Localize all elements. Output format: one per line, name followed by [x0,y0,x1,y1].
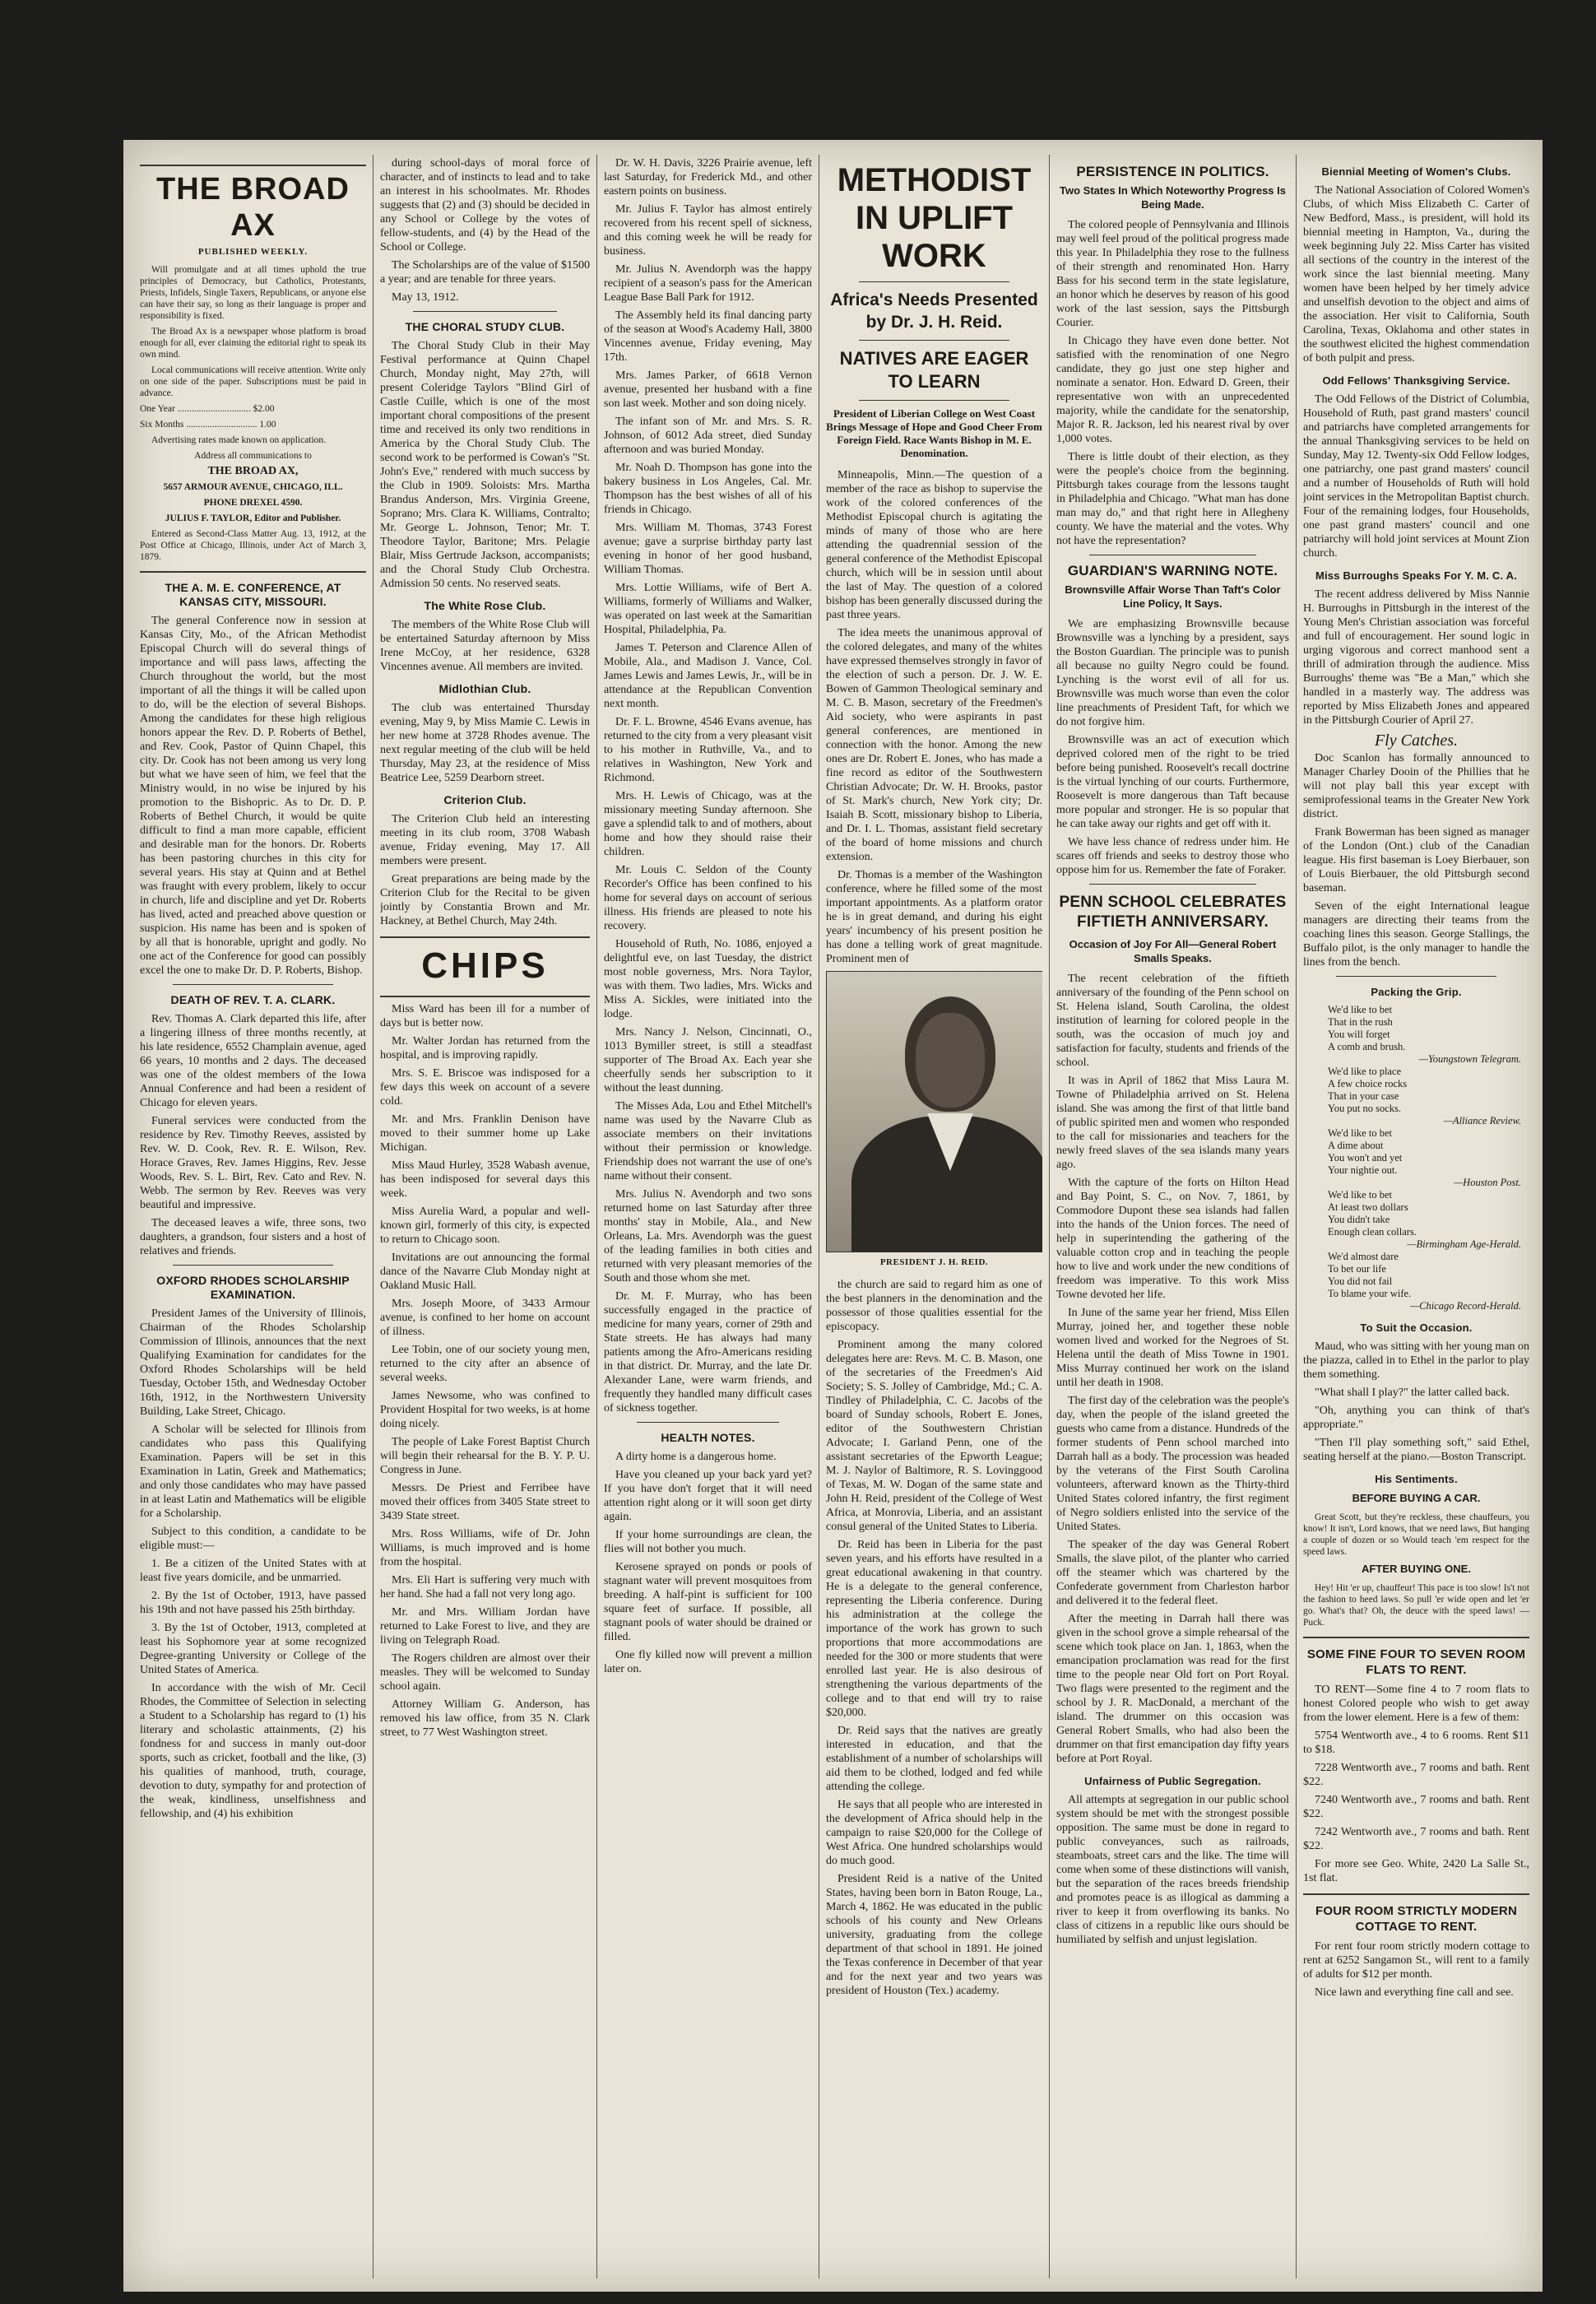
headline: OXFORD RHODES SCHOLARSHIP EXAMINATION. [156,1274,350,1301]
news-item: Dr. F. L. Browne, 4546 Evans avenue, has returned to the city from a very pleasant visit to his mother in Ruthville, Va., and to relatives in Washington, New York and Richmond. [604,716,812,784]
headline: Packing the Grip. [1371,986,1462,998]
chips-item: Miss Aurelia Ward, a popular and well-known girl, formerly of this city, is expected to return to Chicago soon. [380,1205,590,1246]
poem-line: That in the rush [1328,1016,1393,1028]
poem-source: —Birmingham Age-Herald. [1407,1238,1521,1250]
article-paragraph: 3. By the 1st of October, 1913, completed at least his Sophomore year at some recognized Degree-granting University or College of the United States of America. [140,1622,366,1676]
headline: To Suit the Occasion. [1360,1322,1473,1334]
chips-item: Mrs. Ross Williams, wife of Dr. John Williams, is much improved and is home from the hospital. [380,1528,590,1568]
article-paragraph: Doc Scanlon has formally announced to Manager Charley Dooin of the Phillies that he will not play ball this year except with semiprofessional teams in the Greater New York district. [1303,752,1529,820]
chips-item: Mr. Walter Jordan has returned from the hospital, and is improving rapidly. [380,1035,590,1061]
headline: Midlothian Club. [438,682,531,695]
article-paragraph: The idea meets the unanimous approval of the colored delegates, and many of the whites have expressed themselves strongly in favor of the election of such a person. Dr. J. W. E. Bowen of Gammon Theological seminary and M. C. B. Mason, secretary of the Freedmen's Aid society, who were aspirants in past general conferences, are mentioned in connection with the honor. Among the new ones are Dr. Robert E. Jones, who has made a fine record as editor of the Southwestern Christian Advocate; Dr. W. H. Brooks, pastor of St. Mark's church, New York city; Dr. Isaiah B. Scott, missionary bishop to Liberia, and Dr. I. L. Thomas, assistant field secretary of the board of home missions and church extension. [826,627,1042,863]
ad-text: 7242 Wentworth ave., 7 rooms and bath. Rent $22. [1303,1826,1529,1852]
poem-source: —Youngstown Telegram. [1418,1053,1521,1065]
verse: Hey! Hit 'er up, chauffeur! This pace is too slow! Is't not the fashion to heed laws. So pull 'er wide open and let 'er go. What's that? Oh, the deuce with the speed laws! —Puck. [1303,1583,1529,1628]
advertising-rates: Advertising rates made known on application. [151,435,327,445]
poem-line: Your nightie out. [1328,1164,1398,1176]
article-paragraph: The recent celebration of the fiftieth anniversary of the founding of the Penn school on St. Helena island, South Carolina, the oldest institution of learning for colored people in the south, was the occasion of much joy and satisfaction for faculty, students and friends of the school. [1056,973,1289,1069]
headline: PENN SCHOOL CELEBRATES FIFTIETH ANNIVERSARY. [1059,894,1287,931]
news-item: Mr. Julius F. Taylor has almost entirely recovered from his recent spell of sickness, and this coming week he will be ready for business. [604,203,812,258]
portrait-photo [826,971,1042,1252]
poem-line: We'd like to place [1328,1066,1402,1077]
headline: His Sentiments. [1375,1473,1458,1485]
article-paragraph: President James of the University of Illinois, Chairman of the Rhodes Scholarship Commission of Illinois, announces that the next Qualifying Examination for candidates for the Oxford Rhodes Scholarships will be held Tuesday, October 15th, and Wednesday October 16th, 1912, in the Northwestern University Building, Lake Street, Chicago. [140,1308,366,1418]
article-paragraph: The first day of the celebration was the people's day, when the people of the island greeted the guests who came from a distance. Hundreds of the former students of Penn school marched into Darrah hall as a body. The procession was headed by the veterans of the First South Carolina volunteers, afterward known as the Thirty-third United States colored infantry, the first regiment of Negro soldiers enlisted into the service of the United States. [1056,1395,1289,1533]
divider [1303,1637,1529,1638]
headline: GUARDIAN'S WARNING NOTE. [1067,563,1278,578]
poem-line: You will forget [1328,1029,1390,1040]
article-paragraph: Dr. Reid says that the natives are greatly interested in education, and that the establishment of a number of scholarships will aid them to be clothed, lodged and fed while attending the college. [826,1725,1042,1793]
headline: PERSISTENCE IN POLITICS. [1076,164,1269,179]
masthead [140,165,366,573]
poem-line: You didn't take [1328,1214,1390,1225]
ad-text: 7240 Wentworth ave., 7 rooms and bath. Rent $22. [1303,1794,1529,1820]
article-deck: President of Liberian College on West Coast Brings Message of Hope and Good Cheer From Foreign Field. Race Wants Bishop in M. E. Denomination. [826,407,1042,459]
poem-source: —Houston Post. [1454,1177,1521,1188]
divider [380,936,590,938]
health-note: Have you cleaned up your back yard yet? If you have don't forget that it will need attention right along or it will soon get dirty again. [604,1469,812,1523]
news-item: Mr. Noah D. Thompson has gone into the bakery business in Los Angeles, Cal. Mr. Thompson has the best wishes of all of his friends in Chicago. [604,462,812,516]
poem-line: Enough clean collars. [1328,1226,1417,1238]
poem-line: That in your case [1328,1090,1399,1102]
news-item: James T. Peterson and Clarence Allen of Mobile, Ala., and Madison J. Vance, Col. James Lewis and James Lewis, Jr., will be in attendance at the Republican Convention next month. [604,642,812,710]
news-item: Mrs. Nancy J. Nelson, Cincinnati, O., 1013 Bymiller street, is still a steadfast supporter of The Broad Ax. Each year she cheerfully sends her subscription to it without the least dunning. [604,1026,812,1094]
divider [140,571,366,573]
divider [413,311,557,312]
ad-text: 7228 Wentworth ave., 7 rooms and bath. Rent $22. [1303,1762,1529,1788]
article-paragraph: The club was entertained Thursday evening, May 9, by Miss Mamie C. Lewis in her new home at 3728 Rhodes avenue. The next regular meeting of the club will be held Thursday, May 23, at the residence of Miss Beatrice Lee, 5259 Dearborn street. [380,702,590,784]
news-item: The Misses Ada, Lou and Ethel Mitchell's name was used by the Navarre Club as associate members on their invitations without their permission or knowledge. Friendship does not warrant the use of one's name without their consent. [604,1100,812,1182]
sub-headline: Two States In Which Noteworthy Progress Is Being Made. [1060,184,1286,211]
article-paragraph: In June of the same year her friend, Miss Ellen Murray, joined her, and together these noble women lived and worked for the Negroes of St. Helena until the death of Miss Towne in 1901. Miss Murray continued her work on the island until her death in 1908. [1056,1307,1289,1389]
chips-item: The people of Lake Forest Baptist Church will begin their rehearsal for the B. Y. P. U. Congress in June. [380,1436,590,1476]
poem-line: We'd almost dare [1328,1251,1399,1262]
divider [1089,884,1256,885]
poem [1328,1004,1529,1312]
portrait-face [916,1013,985,1108]
headline: Criterion Club. [443,793,527,806]
newspaper-page [123,140,1543,2292]
article-paragraph: Frank Bowerman has been signed as manager of the London (Ont.) club of the Canadian league. His first baseman is Loey Bierbauer, son of Louis Bierbauer, the old Pittsburgh second baseman. [1303,826,1529,894]
headline: Unfairness of Public Segregation. [1084,1775,1261,1787]
masthead-communications: Local communications will receive attention. Write only on one side of the paper. Subscriptions must be paid in advance. [140,365,366,398]
article-paragraph: Subject to this condition, a candidate to be eligible must:— [140,1526,366,1552]
news-item: Mrs. William M. Thomas, 3743 Forest avenue; gave a surprise birthday party last evening in honor of her good husband, William Thomas. [604,522,812,576]
news-item: Mrs. Julius N. Avendorph and two sons returned home on last Saturday after three months' stay in Mobile, Ala., and New Orleans, La. Mrs. Avendorph was the guest of the leading families in both cities and returned with very pleasant memories of the South and those whom she met. [604,1188,812,1284]
headline: The White Rose Club. [424,599,546,612]
article-paragraph: "Oh, anything you can think of that's appropriate." [1303,1405,1529,1431]
article-paragraph: The recent address delivered by Miss Nannie H. Burroughs in Pittsburgh in the interest of the Young Men's Christian association was forceful and full of encouragement. Her sound logic in urging vigorous and correct manhood sent a thrill of admiration through the audience. Miss Burroughs' theme was "Be a Man," which she handled in a masterly way. The address was reported by Miss Elizabeth Jones and appeared in the Pittsburgh Courier of April 27. [1303,588,1529,727]
news-item: Mr. Julius N. Avendorph was the happy recipient of a season's pass for the American League Base Ball Park for 1912. [604,263,812,304]
address-name: THE BROAD AX, [207,465,299,477]
article-paragraph: Prominent among the many colored delegates here are: Revs. M. C. B. Mason, one of the secretaries of the Freedmen's Aid Society; S. S. Jolley of Cambridge, Md.; C. A. Tindley of Philadelphia, C. C. Jacobs of the board of Sunday schools, Robert E. Jones, editor of the Southwestern Christian Advocate; I. Garland Penn, one of the assistant secretaries of the Epworth League; M. J. Naylor of Baltimore, R. S. Lovinggood of Texas, M. W. Dogan of the same state and John H. Reid, president of the College of West Africa, at Monrovia, Liberia, and an assistant consul general of the United States to Liberia. [826,1339,1042,1533]
sub-headline: Brownsville Affair Worse Than Taft's Color Line Policy, It Says. [1065,583,1281,610]
photo-caption: PRESIDENT J. H. REID. [879,1257,989,1267]
poem-line: You put no socks. [1328,1103,1402,1114]
column-4 [826,156,1042,2279]
article-paragraph: Rev. Thomas A. Clark departed this life, after a lingering illness of three months recently, at his late residence, 6552 Champlain avenue, aged 66 years, 10 months and 2 days. The deceased was one of the oldest members of the Iowa Annual Conference and had been a resident of Chicago for eleven years. [140,1013,366,1109]
article-paragraph: Maud, who was sitting with her young man on the piazza, called in to Ethel in the parlor to play them something. [1303,1340,1529,1381]
rate-one-year: One Year ............................... $2.00 [140,404,275,414]
headline: DEATH OF REV. T. A. CLARK. [170,993,336,1006]
article-paragraph: We have less chance of redress under him. He scares off friends and seeks to destroy those who oppose him for us. Remember the fate of Foraker. [1056,836,1289,876]
divider [859,281,1009,282]
article-paragraph: In Chicago they have even done better. Not satisfied with the renomination of one Negro candidate, they go just one step higher and nominate a senator. Hon. Edward D. Green, their representative won with an unprecedented majority, while the candidate for the senatorship, Major R. R. Jackson, led his nearest rival by over 1,000 votes. [1056,335,1289,445]
news-item: Mr. Louis C. Seldon of the County Recorder's Office has been confined to his home for several days on account of serious illness. His friends are pleased to note his recovery. [604,864,812,932]
headline: Odd Fellows' Thanksgiving Service. [1322,374,1510,387]
article-paragraph: 2. By the 1st of October, 1913, have passed his 19th and not have passed his 25th birthday. [140,1590,366,1616]
ad-text: TO RENT—Some fine 4 to 7 room flats to honest Colored people who wish to get away from the lower element. Here is a few of them: [1303,1684,1529,1724]
address-street: 5657 ARMOUR AVENUE, CHICAGO, ILL. [163,482,343,492]
news-item: The infant son of Mr. and Mrs. S. R. Johnson, of 6012 Ada street, died Sunday afternoon and was buried Monday. [604,416,812,456]
sub-headline: Africa's Needs Presented by Dr. J. H. Reid. [830,290,1038,332]
column-3 [604,156,812,2279]
news-item: Mrs. Lottie Williams, wife of Bert A. Williams, formerly of Williams and Walker, was operated on last week at the Samaritian Hospital, Philadelphia, Pa. [604,582,812,636]
article-paragraph: He says that all people who are interested in the development of Africa should help in the campaign to raise $20,000 for the College of West Africa. One hundred scholarships would do much good. [826,1799,1042,1867]
headline: Biennial Meeting of Women's Clubs. [1321,165,1511,178]
article-paragraph: The general Conference now in session at Kansas City, Mo., of the African Methodist Episcopal Church will do several things of importance and will pass laws, affecting the Church throughout the world, but the most important of all the things it will be called upon to do, will be the election of several Bishops. Among the candidates for these high religious honors appear the Rev. D. P. Roberts of Bethel, and Rev. Cook, Pastor of Quinn Chapel, this city. Dr. Cook has not been among us very long but what we have seen of him, we feel that the Ministry would, in no wise be injured by his promotion to the Bishopric. As to Dr. D. P. Roberts of Bethel Church, it would be quite difficult to find a man more capable, efficient and desirable man for the honors. Dr. Roberts has been pastoring churches in this city for several years. His stay at Quinn and at Bethel was fraught with every problem, likely to occur in church, life and discipline and yet Dr. Roberts has lived, acted and preached above question or suspicion. His name has been and is spoken of by all that is honorable, upright and godly. No one act of the Conference for good can possibly excel the one to make Dr. D. P. Roberts, Bishop. [140,615,366,977]
ad-text: 5754 Wentworth ave., 4 to 6 rooms. Rent $11 to $18. [1303,1730,1529,1756]
news-item: Dr. W. H. Davis, 3226 Prairie avenue, left last Saturday, for Frederick Md., and other eastern points on business. [604,157,812,197]
column-rule [596,155,597,2278]
ad-text: For rent four room strictly modern cottage to rent at 6252 Sangamon St., will rent to a family of adults for $12 per month. [1303,1940,1529,1981]
chips-item: Attorney William G. Anderson, has removed his law office, from 35 N. Clark street, to 77 West Washington street. [380,1698,590,1739]
address-line: Address all communications to [194,451,312,461]
article-paragraph: The Criterion Club held an interesting meeting in its club room, 3708 Wabash avenue, Friday evening, May 17. All members were present. [380,813,590,867]
poem-line: A comb and brush. [1328,1041,1406,1052]
article-paragraph: The colored people of Pennsylvania and Illinois may well feel proud of the political progress made this year. In Philadelphia they rose to the fullness of their strength and renominated Hon. Harry Bass for his second term in the state legislature, an honor which he deserves by reason of his good work of the last session, says the Pittsburgh Courier. [1056,219,1289,329]
divider [859,400,1009,401]
editor: JULIUS F. TAYLOR, Editor and Publisher. [165,513,341,523]
sub-headline: Occasion of Joy For All—General Robert Smalls Speaks. [1069,938,1277,964]
news-item: Household of Ruth, No. 1086, enjoyed a delightful eve, on last Tuesday, the district most noble governess, Mrs. Nora Taylor, was with them. Two ladies, Mrs. Wicks and Miss A. Sickles, were initiated into the lodge. [604,938,812,1020]
article-paragraph: The speaker of the day was General Robert Smalls, the slave pilot, of the planter who carried off the steamer which was chartered by the Confederate government from Charleston harbor and delivered it to the federal fleet. [1056,1539,1289,1607]
poem-line: At least two dollars [1328,1201,1408,1213]
divider [173,1265,333,1266]
article-paragraph: Dr. Thomas is a member of the Washington conference, where he filled some of the most important appointments. As a platform orator he is in great demand, and during his eight years' incumbency of his present position he has done a telling work of great magnitude. Prominent men of [826,869,1042,965]
chips-item: Mrs. S. E. Briscoe was indisposed for a few days this week on account of a severe cold. [380,1067,590,1108]
column-2 [380,156,590,2279]
rate-six-months: Six Months .............................. 1.00 [140,420,276,430]
divider [1336,976,1496,977]
column-rule [1296,155,1297,2278]
health-note: Kerosene sprayed on ponds or pools of stagnant water will prevent mosquitoes from breeding. A half-pint is sufficient for 100 square feet of surface. If possible, all stagnant pools of water should be drained or filled. [604,1561,812,1643]
article-paragraph: After the meeting in Darrah hall there was given in the school grove a simple rehearsal of the scene which took place on Jan. 1, 1863, when the emancipation proclamation was read for the first time to the people near Old fort on Port Royal. Two flags were presented to the regiment and the school by J. R. MacDonald, a merchant of the island. The drummer on this occasion was General Robert Smalls, who had also been the drummer on that first emancipation day fifty years before at Port Royal. [1056,1613,1289,1765]
article-paragraph: All attempts at segregation in our public school system should be met with the strongest possible opposition. The same must be done in regard to public conveyances, such as railroads, steamboats, street cars and the like. The time will come when some of these distinctions will vanish, but the separation of the races breeds friendship and promotes peace is as illogical as damming a river to keep it from overflowing its banks. No class of citizens in a republic like ours should be humiliated by selfish and unjust legislation. [1056,1794,1289,1946]
article-date: May 13, 1912. [392,291,459,304]
chips-heading: CHIPS [421,945,549,986]
article-paragraph: A Scholar will be selected for Illinois from candidates who pass this Qualifying Examination. Papers will be set in this Examination in Latin, Greek and Mathematics; and only those candidates who may have passed in at least Latin and Mathematics will be eligible for a Scholarship. [140,1424,366,1520]
chips-item: Mrs. Eli Hart is suffering very much with her hand. She had a fall not very long ago. [380,1574,590,1600]
article-paragraph: "What shall I play?" the latter called back. [1315,1387,1510,1399]
poem-line: You won't and yet [1328,1152,1403,1164]
poem-source: —Chicago Record-Herald. [1410,1300,1521,1312]
poem-line: We'd like to bet [1328,1189,1392,1201]
chips-item: Mr. and Mrs. William Jordan have returned to Lake Forest to live, and they are living on Telegraph Road. [380,1606,590,1647]
article-paragraph: The members of the White Rose Club will be entertained Saturday afternoon by Miss Irene McCoy, at her residence, 6328 Vincennes avenue. All members are invited. [380,619,590,673]
divider [1303,1893,1529,1895]
sub-headline: AFTER BUYING ONE. [1362,1563,1471,1575]
headline: THE A. M. E. CONFERENCE, AT KANSAS CITY, MISSOURI. [165,581,341,608]
ad-headline: FOUR ROOM STRICTLY MODERN COTTAGE TO RENT. [1315,1904,1517,1934]
poem-line: We'd like to bet [1328,1004,1392,1015]
article-paragraph: The deceased leaves a wife, three sons, two daughters, a grandson, four sisters and a host of relatives and friends. [140,1217,366,1257]
health-note: One fly killed now will prevent a million later on. [604,1649,812,1675]
article-paragraph: The Scholarships are of the value of $1500 a year; and are tenable for three years. [380,259,590,286]
column-rule [1049,155,1050,2278]
article-paragraph: The Choral Study Club in their May Festival performance at Quinn Chapel Church, Monday night, May 27th, will present Coleridge Taylors "Blind Girl of Castle Cuille, which is one of the most important choral compositions of the present time and received its only two renditions in America by the Choral Study Club. The second work to be performed is Cowan's "St. John's Eve," rendered with much success by the Club in 1909. Soloists: Mrs. Martha Brandus Anderson, Mrs. Virginia Greene, Soprano; Mrs. Clara K. Williams, Contralto; Mr. George L. Johnson, Tenor; Mr. T. Theodore Taylor, Baritone; Mrs. Pelagie Blair, Miss Gertrude Jackson, accompanists; and the Choral Study Club Orchestra. Admission 50 cents. No reserved seats. [380,340,590,590]
chips-item: Mrs. Joseph Moore, of 3433 Armour avenue, is confined to her home on account of illness. [380,1298,590,1338]
health-note: If your home surroundings are clean, the flies will not bother you much. [604,1529,812,1555]
chips-item: Lee Tobin, one of our society young men, returned to the city after an absence of several weeks. [380,1344,590,1384]
verse: Great Scott, but they're reckless, these chauffeurs, you know! It isn't, Lord knows, that we need laws, But hanging a couple of dozen or so Would teach 'em respect for the speed laws. [1303,1512,1529,1557]
article-paragraph: There is little doubt of their election, as they were the people's choice from the beginning. Pittsburgh takes courage from the lessons taught in Philadelphia and Chicago. "What man has done man may do," and that right here in Allegheny county. We have the material and the votes. Why not have the representation? [1056,451,1289,547]
headline: THE CHORAL STUDY CLUB. [405,320,565,333]
news-item: Dr. M. F. Murray, who has been successfully engaged in the practice of medicine for many years, corner of 29th and State streets. He has always had many patients among the Afro-Americans residing in that district. Dr. Murray, and the late Dr. Alexander Lane, were warm friends, and frequently they handled many difficult cases of sickness together. [604,1290,812,1414]
chips-item: Miss Ward has been ill for a number of days but is better now. [380,1003,590,1029]
column-1 [140,156,366,2279]
masthead-frequency: PUBLISHED WEEKLY. [197,247,309,257]
sub-headline: BEFORE BUYING A CAR. [1352,1492,1481,1504]
divider [173,984,333,985]
column-5 [1056,156,1289,2279]
sub-headline: NATIVES ARE EAGER TO LEARN [839,348,1029,392]
headline: Fly Catches. [1374,732,1459,750]
article-paragraph: Great preparations are being made by the Criterion Club for the Recital to be given jointly by Constantia Brown and Mr. Hackney, at Bethel Church, May 24th. [380,873,590,927]
article-paragraph: It was in April of 1862 that Miss Laura M. Towne of Philadelphia arrived on St. Helena island. She was among the first of that little band of public spirited men and women who responded to the call for missionaries and teachers for the newly freed slaves of the sea islands many years ago. [1056,1075,1289,1171]
article-paragraph: With the capture of the forts on Hilton Head and Bay Point, S. C., on Nov. 7, 1861, by Commodore Dupont these sea islands had fallen into the hands of the Union forces. The need of help in superintending the gathering of the valuable cotton crop and in teaching the people how to live and work under the new conditions of freedom was imperative. To this work Miss Towne devoted her life. [1056,1177,1289,1301]
chips-item: James Newsome, who was confined to Provident Hospital for two weeks, is at home doing nicely. [380,1390,590,1430]
health-note: A dirty home is a dangerous home. [615,1451,777,1463]
poem-line: To blame your wife. [1328,1288,1412,1299]
chips-item: Messrs. De Priest and Ferribee have moved their offices from 3405 State street to 3439 State street. [380,1482,590,1522]
article-paragraph: the church are said to regard him as one of the best planners in the denomination and the possessor of those qualities essential for the episcopacy. [826,1279,1042,1333]
divider [637,1422,779,1423]
article-paragraph: Brownsville was an act of execution which deprived colored men of the right to be tried before being punished. Roosevelt's recall doctrine is the virtual lynching of our courts. Furthermore, Roosevelt is more dangerous than Taft because more popular and stronger. He is so popular that he can take away our rights and get off with it. [1056,734,1289,830]
news-item: Mrs. James Parker, of 6618 Vernon avenue, presented her husband with a fine son last week. Mother and son doing nicely. [604,369,812,410]
ad-text: Nice lawn and everything fine call and see. [1315,1986,1514,1999]
article-paragraph: Funeral services were conducted from the residence by Rev. Timothy Reeves, assisted by Rev. W. D. Cook, Rev. R. E. Wilson, Rev. Horace Graves, Rev. James Higgins, Rev. Jesse Woods, Rev. S. L. Birt, Rev. Cato and Rev. N. Webb. The sermon by Rev. Reeves was very beautiful and impressive. [140,1115,366,1211]
headline: Miss Burroughs Speaks For Y. M. C. A. [1315,569,1518,582]
article-paragraph: during school-days of moral force of character, and of instincts to lead and to take an interest in his schoolmates. Mr. Rhodes suggests that (2) and (3) should be decided in any School or College by the votes of fellow-students, and (4) by the Head of the School or College. [380,157,590,253]
ad-headline: SOME FINE FOUR TO SEVEN ROOM FLATS TO RENT. [1306,1647,1526,1677]
article-paragraph: We are emphasizing Brownsville because Brownsville was a lynching by a president, says the Boston Guardian. The principle was to punish all because no guilty Negro could be found. Lynching is the worst evil of all for us. Brownsville was much worse than even the color line preachments of President Taft, for which we do not forgive him. [1056,618,1289,728]
article-paragraph: President Reid is a native of the United States, having been born in Baton Rouge, La., March 4, 1862. He was educated in the public schools of his county and New Orleans university, graduating from the college department of that school in 1891. He joined the Texas conference in December of that year and for the next year and two years was president of Houston (Tex.) academy. [826,1873,1042,1997]
article-paragraph: Minneapolis, Minn.—The question of a member of the race as bishop to supervise the work of the colored conferences of the Methodist Episcopal church is agitating the minds of many of those who are here attending the quadrennial session of the general conference of the Methodist Episcopal church, which will be in session until about the last of May. The question of a colored bishop has been generally discussed during the past three years. [826,469,1042,621]
article-paragraph: Seven of the eight International league managers are directing their teams from the coaching lines this season. George Stallings, the Buffalo pilot, is the only manager to handle the lines from the bench. [1303,900,1529,969]
headline: HEALTH NOTES. [661,1431,755,1444]
chips-item: Invitations are out announcing the formal dance of the Navarre Club Monday night at Oakland Music Hall. [380,1252,590,1292]
article-paragraph: 1. Be a citizen of the United States with at least five years domicile, and be unmarried. [140,1558,366,1584]
main-headline: METHODIST IN UPLIFT WORK [837,162,1032,274]
chips-item: Mr. and Mrs. Franklin Denison have moved to their summer home up Lake Michigan. [380,1113,590,1154]
poem-line: You did not fail [1328,1275,1393,1287]
article-paragraph: In accordance with the wish of Mr. Cecil Rhodes, the Committee of Selection in selecting a Student to a Scholarship has regard to (1) his literary and scholastic attainments, (2) his fondness for and success in manly out-door sports, such as cricket, football and the like, (3) his qualities of manhood, truth, courage, devotion to duty, sympathy for and protection of the weak, kindliness, unselfishness and fellowship, and (4) his exhibition [140,1682,366,1820]
entered-notice: Entered as Second-Class Matter Aug. 13, 1912, at the Post Office at Chicago, Illinois, under Act of March 3, 1879. [140,529,366,562]
masthead-policy: Will promulgate and at all times uphold the true principles of Democracy, but Catholics, Protestants, Priests, Infidels, Single Taxers, Republicans, or anyone else can have their say, so long as their language is proper and responsibility is fixed. [140,265,366,321]
masthead-title: THE BROAD AX [156,172,350,243]
poem-line: A few choice rocks [1328,1078,1408,1089]
divider [380,996,590,997]
divider [140,165,366,166]
poem-line: To bet our life [1328,1263,1386,1275]
phone: PHONE DREXEL 4590. [203,498,303,508]
poem-source: —Alliance Review. [1443,1115,1521,1126]
news-item: Mrs. H. Lewis of Chicago, was at the missionary meeting Sunday afternoon. She gave a splendid talk to and of mothers, about home and how they should raise their children. [604,790,812,858]
article-paragraph: "Then I'll play something soft," said Ethel, seating herself at the piano.—Boston Transcript. [1303,1437,1529,1463]
article-paragraph: The National Association of Colored Women's Clubs, of which Miss Elizabeth C. Carter of New Bedford, Mass., is president, will hold its biennial meeting in Hampton, Va., during the week beginning July 22. Miss Carter has visited all sections of the country in the interest of the work since the last biennial meeting. Many women have been helped by her timely advice and unselfish devotion to the object and aims of the association. Her visit to California, South Carolina, Texas, Oklahoma and other states in the southwest elicited the highest commendation of both pulpit and press. [1303,184,1529,365]
poem-line: A dime about [1328,1140,1384,1151]
article-paragraph: The Odd Fellows of the District of Columbia, Household of Ruth, past grand masters' council and patriarchs have completed arrangements for the annual Thanksgiving services to be held on Sunday, May 12. Twenty-six Odd Fellow lodges, one patriarchy, one past grand masters' council and a number of Households of Ruth will hold joint services in the Metropolitan Baptist church. Four of the remaining lodges, four Households, one past grand masters' council and one patriarchy will hold joint services at Mount Zion church. [1303,393,1529,560]
poem-line: We'd like to bet [1328,1127,1392,1139]
masthead-platform: The Broad Ax is a newspaper whose platform is broad enough for all, ever claiming the editorial right to speak its own mind. [140,327,366,360]
article-paragraph: Dr. Reid has been in Liberia for the past seven years, and his efforts have resulted in a great educational awakening in that country. He is a delegate to the general conference, representing the Liberia conference. During his administration at the college the importance of the work has grown to such proportions that more accommodations are needed for the 300 or more students that were enrolled last year. He is also desirous of strengthening the various departments of the college and to that end will try to raise $20,000. [826,1539,1042,1719]
column-6 [1303,156,1529,2279]
divider [859,340,1009,341]
chips-item: The Rogers children are almost over their measles. They will be welcomed to Sunday school again. [380,1652,590,1693]
chips-item: Miss Maud Hurley, 3528 Wabash avenue, has been indisposed for several days this week. [380,1159,590,1200]
ad-text: For more see Geo. White, 2420 La Salle St., 1st flat. [1303,1858,1529,1884]
news-item: The Assembly held its final dancing party of the season at Wood's Academy Hall, 3800 Vincennes avenue, Friday evening, May 17th. [604,309,812,364]
